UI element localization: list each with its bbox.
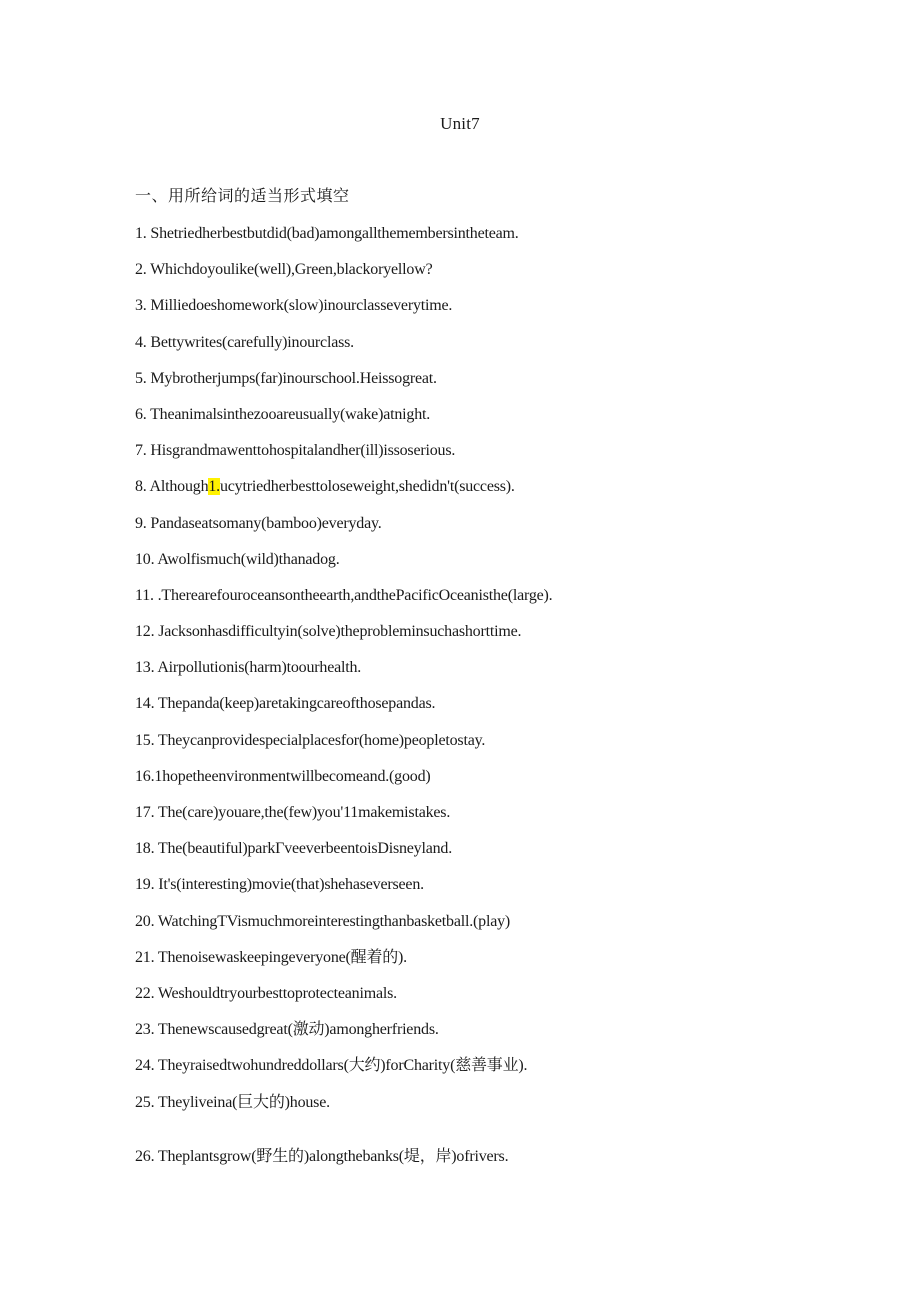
exercise-item <box>135 910 855 946</box>
exercise-text: 25. Theyliveina(巨大的)house. <box>135 1093 330 1111</box>
exercise-item <box>135 1091 855 1127</box>
exercise-text: 13. Airpollutionis(harm)toourhealth. <box>135 659 362 677</box>
exercise-item <box>135 512 855 548</box>
exercise-item <box>135 1054 855 1090</box>
exercise-text: 10. Awolfismuch(wild)thanadog. <box>135 550 340 568</box>
section-heading: 一、用所给词的适当形式填空 <box>135 186 350 205</box>
exercise-text: 15. Theycanprovidespecialplacesfor(home)peopletostay. <box>135 731 486 749</box>
exercise-item <box>135 946 855 982</box>
exercise-text: 22. Weshouldtryourbesttoprotecteanimals. <box>135 984 397 1002</box>
exercise-item <box>135 294 855 330</box>
exercise-item <box>135 258 855 294</box>
exercise-item <box>135 548 855 584</box>
exercise-text: 23. Thenewscausedgreat(激动)amongherfriends. <box>135 1021 439 1039</box>
exercise-item <box>135 982 855 1018</box>
exercise-item <box>135 584 855 620</box>
exercise-item <box>135 729 855 765</box>
exercise-text: 20. WatchingTVismuchmoreinterestingthanbasketball.(play) <box>135 912 511 930</box>
exercise-text: 6. Theanimalsinthezooareusually(wake)atnight. <box>135 405 431 423</box>
exercise-text: 12. Jacksonhasdifficultyin(solve)theprobleminsuchashorttime. <box>135 623 522 641</box>
exercise-text: 2. Whichdoyoulike(well),Green,blackoryellow? <box>135 261 433 279</box>
exercise-text: 5. Mybrotherjumps(far)inourschool.Heissogreat. <box>135 369 437 387</box>
exercise-item <box>135 439 855 475</box>
exercise-text: 19. It's(interesting)movie(that)shehaseverseen. <box>135 876 424 894</box>
exercise-item <box>135 837 855 873</box>
exercise-text: 18. The(beautiful)parkΓveeverbeentoisDisneyland. <box>135 840 453 858</box>
exercise-item <box>135 367 855 403</box>
exercise-text: 4. Bettywrites(carefully)inourclass. <box>135 333 354 351</box>
exercise-text: 17. The(care)youare,the(few)you'11makemistakes. <box>135 804 451 821</box>
exercise-item <box>135 873 855 909</box>
exercise-item <box>135 692 855 728</box>
exercise-item <box>135 801 855 837</box>
exercise-text: 3. Milliedoeshomework(slow)inourclasseverytime. <box>135 297 453 315</box>
exercise-text: 11. .Therearefouroceansontheearth,andthePacificOceanisthe(large). <box>135 586 553 604</box>
exercise-item <box>135 765 855 801</box>
exercise-item <box>135 1018 855 1054</box>
exercise-text: 7. Hisgrandmawenttohospitalandher(ill)issoserious. <box>135 442 456 460</box>
exercise-text: 9. Pandaseatsomany(bamboo)everyday. <box>135 514 382 532</box>
exercise-text: 16.1hopetheenvironmentwillbecomeand.(good) <box>135 767 431 785</box>
page-title: Unit7 <box>440 114 480 133</box>
exercise-item <box>135 475 855 511</box>
exercise-text: 21. Thenoisewaskeepingeveryone(醒着的). <box>135 948 407 966</box>
exercise-text: 14. Thepanda(keep)aretakingcareofthosepandas. <box>135 695 436 713</box>
exercise-text: 8. Although1.ucytriedherbesttoloseweight,shedidn't(success). <box>135 478 515 496</box>
exercise-item <box>135 620 855 656</box>
exercise-text: 24. Theyraisedtwohundreddollars(大约)forCharity(慈善事业). <box>135 1057 528 1075</box>
exercise-item <box>135 222 855 258</box>
exercise-item <box>135 656 855 692</box>
exercise-list <box>135 222 855 1181</box>
highlight-mark: 1. <box>208 478 220 496</box>
exercise-item <box>135 403 855 439</box>
exercise-text: 1. Shetriedherbestbutdid(bad)amongallthemembersintheteam. <box>135 225 519 242</box>
exercise-text: 26. Theplantsgrow(野生的)alongthebanks(堤，岸)ofrivers. <box>135 1147 509 1165</box>
exercise-item <box>135 331 855 367</box>
exercise-item <box>135 1145 855 1181</box>
